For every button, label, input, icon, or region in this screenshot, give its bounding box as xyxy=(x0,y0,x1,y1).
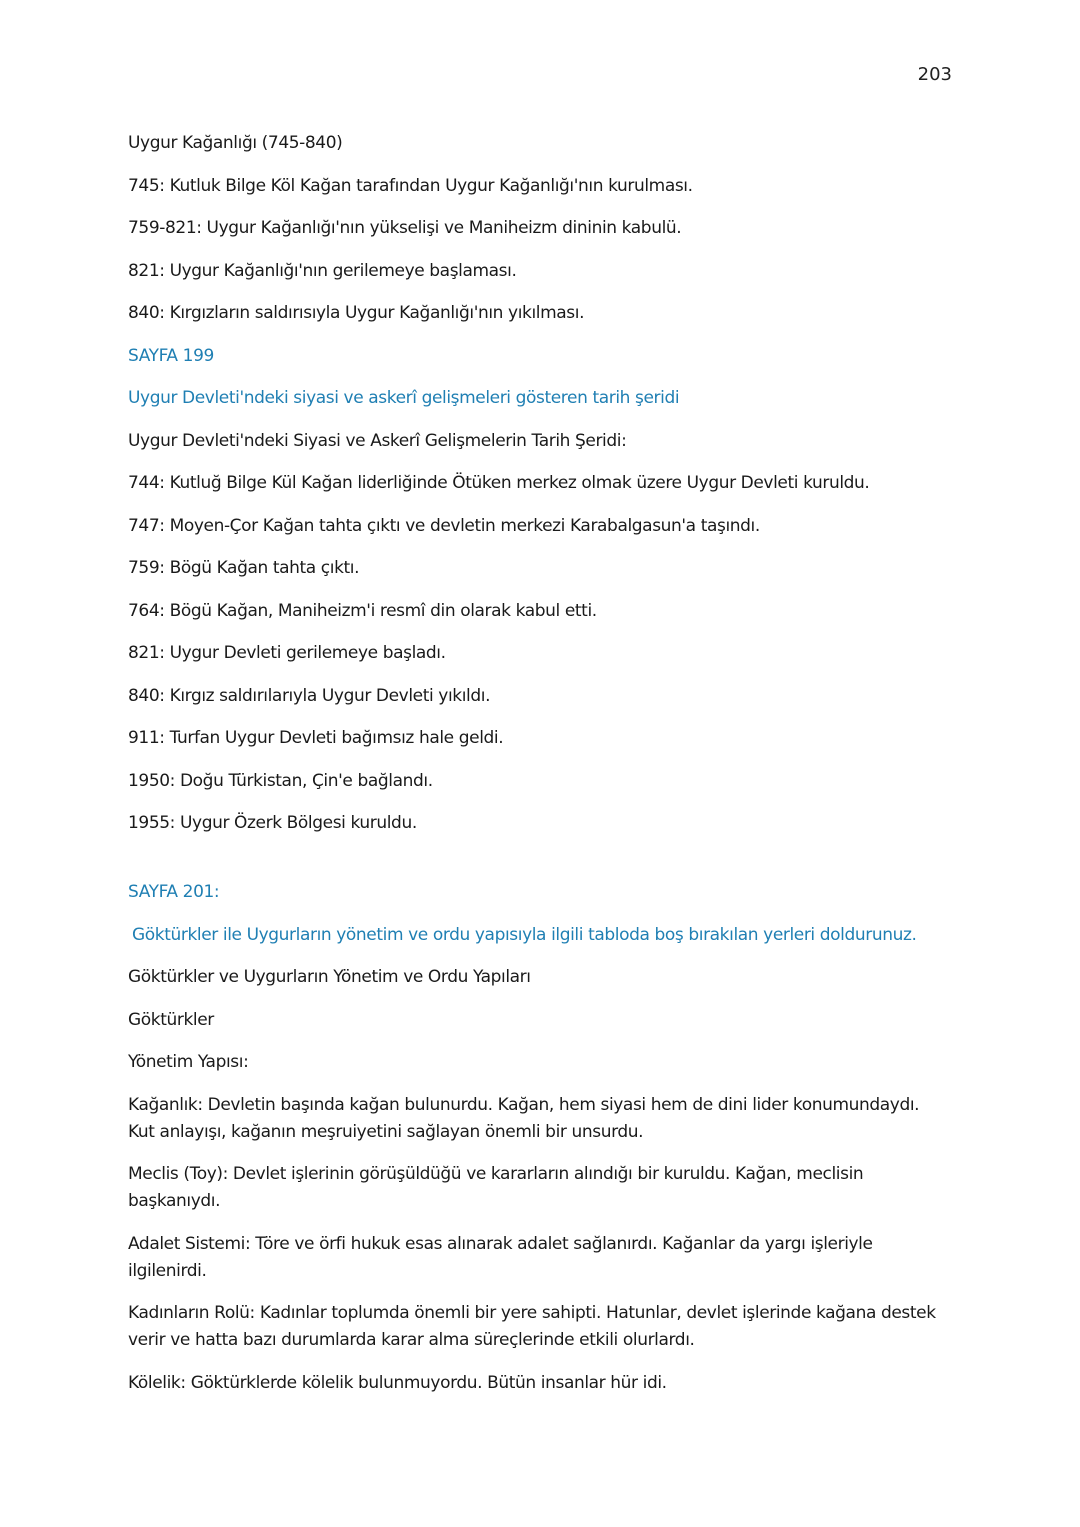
timeline-event: 840: Kırgız saldırılarıyla Uygur Devleti yıkıldı. xyxy=(128,685,491,706)
timeline-event: 1955: Uygur Özerk Bölgesi kuruldu. xyxy=(128,813,417,833)
paragraph: Meclis (Toy): Devlet işlerinin görüşüldüğü ve kararların alındığı bir kuruldu. Kağan, meclisin başkanıydı. xyxy=(128,1164,864,1211)
paragraph: Adalet Sistemi: Töre ve örfi hukuk esas alınarak adalet sağlanırdı. Kağanlar da yargı işleriyle ilgilenirdi. xyxy=(128,1233,873,1281)
uygur-summary-item: 759-821: Uygur Kağanlığı'nın yükselişi ve Maniheizm dininin kabulü. xyxy=(128,218,682,238)
page-number: 203 xyxy=(917,64,952,85)
section-199-question: Uygur Devleti'ndeki siyasi ve askerî gelişmeleri gösteren tarih şeridi xyxy=(128,388,680,408)
paragraph: Kadınların Rolü: Kadınlar toplumda önemli bir yere sahipti. Hatunlar, devlet işlerinde kağana destek verir ve hatta bazı durumlarda karar alma süreçlerinde etkili olurlardı. xyxy=(128,1303,936,1350)
timeline-event: 764: Bögü Kağan, Maniheizm'i resmî din olarak kabul etti. xyxy=(128,600,597,621)
uygur-summary-title: Uygur Kağanlığı (745-840) xyxy=(128,133,343,153)
subgroup-heading: Yönetim Yapısı: xyxy=(128,1052,249,1072)
timeline-event: 759: Bögü Kağan tahta çıktı. xyxy=(128,558,360,578)
uygur-summary-item: 840: Kırgızların saldırısıyla Uygur Kağanlığı'nın yıkılması. xyxy=(128,303,585,323)
section-201-heading: SAYFA 201: xyxy=(128,882,220,902)
paragraph: Kağanlık: Devletin başında kağan bulunurdu. Kağan, hem siyasi hem de dini lider konumundaydı. Kut anlayışı, kağanın meşruiyetini sağlayan önemli bir unsurdu. xyxy=(128,1094,920,1142)
section-201-question: Göktürkler ile Uygurların yönetim ve ordu yapısıyla ilgili tabloda boş bırakılan yerleri doldurunuz. xyxy=(132,924,917,945)
group-heading: Göktürkler xyxy=(128,1009,214,1030)
section-199-subtitle: Uygur Devleti'ndeki Siyasi ve Askerî Gelişmelerin Tarih Şeridi: xyxy=(128,430,627,451)
section-199-heading: SAYFA 199 xyxy=(128,345,214,366)
section-201-subtitle: Göktürkler ve Uygurların Yönetim ve Ordu Yapıları xyxy=(128,967,531,987)
timeline-event: 911: Turfan Uygur Devleti bağımsız hale geldi. xyxy=(128,728,504,748)
uygur-summary-item: 821: Uygur Kağanlığı'nın gerilemeye başlaması. xyxy=(128,260,517,281)
paragraph: Kölelik: Göktürklerde kölelik bulunmuyordu. Bütün insanlar hür idi. xyxy=(128,1372,667,1393)
document-body xyxy=(128,130,948,1412)
timeline-event: 821: Uygur Devleti gerilemeye başladı. xyxy=(128,643,446,663)
timeline-event: 1950: Doğu Türkistan, Çin'e bağlandı. xyxy=(128,770,433,791)
uygur-summary-item: 745: Kutluk Bilge Köl Kağan tarafından Uygur Kağanlığı'nın kurulması. xyxy=(128,175,693,196)
timeline-event: 744: Kutluğ Bilge Kül Kağan liderliğinde Ötüken merkez olmak üzere Uygur Devleti kuruldu. xyxy=(128,473,870,493)
timeline-event: 747: Moyen-Çor Kağan tahta çıktı ve devletin merkezi Karabalgasun'a taşındı. xyxy=(128,515,760,536)
